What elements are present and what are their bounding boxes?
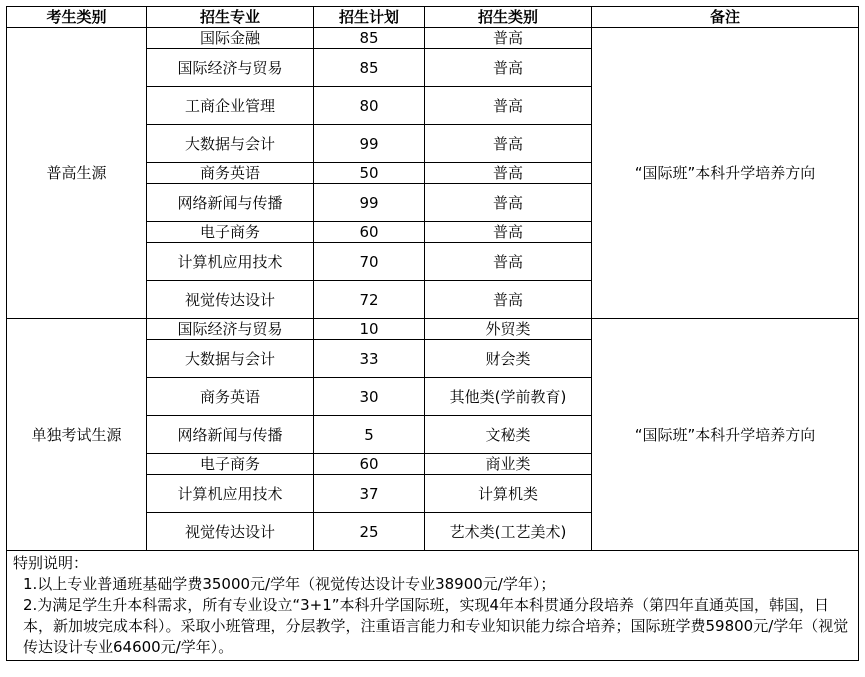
category-cell: 单独考试生源	[7, 319, 147, 551]
major-cell: 工商企业管理	[147, 87, 314, 125]
type-cell: 商业类	[425, 454, 592, 475]
special-notes	[7, 551, 859, 661]
admission-plan-table	[6, 6, 859, 661]
notes-row	[7, 551, 859, 661]
header-remark: 备注	[592, 7, 859, 28]
plan-cell: 80	[314, 87, 425, 125]
plan-cell: 50	[314, 163, 425, 184]
plan-cell: 30	[314, 378, 425, 416]
type-cell: 普高	[425, 184, 592, 222]
plan-cell: 99	[314, 125, 425, 163]
type-cell: 普高	[425, 49, 592, 87]
major-cell: 国际金融	[147, 28, 314, 49]
major-cell: 电子商务	[147, 454, 314, 475]
major-cell: 网络新闻与传播	[147, 416, 314, 454]
type-cell: 普高	[425, 87, 592, 125]
header-type: 招生类别	[425, 7, 592, 28]
type-cell: 普高	[425, 281, 592, 319]
type-cell: 财会类	[425, 340, 592, 378]
type-cell: 普高	[425, 28, 592, 49]
plan-cell: 37	[314, 475, 425, 513]
header-category: 考生类别	[7, 7, 147, 28]
plan-cell: 72	[314, 281, 425, 319]
plan-cell: 99	[314, 184, 425, 222]
notes-title: 特别说明：	[13, 554, 89, 572]
major-cell: 网络新闻与传播	[147, 184, 314, 222]
major-cell: 电子商务	[147, 222, 314, 243]
plan-cell: 85	[314, 28, 425, 49]
type-cell: 外贸类	[425, 319, 592, 340]
major-cell: 国际经济与贸易	[147, 49, 314, 87]
notes-line-1: 1.以上专业普通班基础学费35000元/学年（视觉传达设计专业38900元/学年）；	[23, 575, 556, 593]
header-major: 招生专业	[147, 7, 314, 28]
major-cell: 计算机应用技术	[147, 475, 314, 513]
plan-cell: 33	[314, 340, 425, 378]
table-row	[7, 28, 859, 49]
plan-cell: 5	[314, 416, 425, 454]
table-header-row	[7, 7, 859, 28]
table-row	[7, 319, 859, 340]
type-cell: 计算机类	[425, 475, 592, 513]
major-cell: 商务英语	[147, 163, 314, 184]
remark-cell: “国际班”本科升学培养方向	[592, 28, 859, 319]
category-cell: 普高生源	[7, 28, 147, 319]
admission-plan-document	[6, 6, 858, 661]
type-cell: 普高	[425, 125, 592, 163]
plan-cell: 60	[314, 222, 425, 243]
plan-cell: 70	[314, 243, 425, 281]
type-cell: 普高	[425, 222, 592, 243]
plan-cell: 10	[314, 319, 425, 340]
major-cell: 大数据与会计	[147, 340, 314, 378]
major-cell: 视觉传达设计	[147, 513, 314, 551]
major-cell: 国际经济与贸易	[147, 319, 314, 340]
type-cell: 其他类(学前教育)	[425, 378, 592, 416]
plan-cell: 60	[314, 454, 425, 475]
major-cell: 视觉传达设计	[147, 281, 314, 319]
notes-line-2: 2.为满足学生升本科需求，所有专业设立“3+1”本科升学国际班，实现4年本科贯通分段培养（第四年直通英国，韩国，日本，新加坡完成本科）。采取小班管理，分层教学，注重语言能力和专业知识能力综合培养；国际班学费59800元/学年（视觉传达设计专业64600元/学年）。	[23, 596, 849, 656]
type-cell: 文秘类	[425, 416, 592, 454]
major-cell: 商务英语	[147, 378, 314, 416]
type-cell: 普高	[425, 243, 592, 281]
remark-cell: “国际班”本科升学培养方向	[592, 319, 859, 551]
plan-cell: 85	[314, 49, 425, 87]
plan-cell: 25	[314, 513, 425, 551]
header-plan: 招生计划	[314, 7, 425, 28]
type-cell: 艺术类(工艺美术)	[425, 513, 592, 551]
major-cell: 计算机应用技术	[147, 243, 314, 281]
major-cell: 大数据与会计	[147, 125, 314, 163]
type-cell: 普高	[425, 163, 592, 184]
